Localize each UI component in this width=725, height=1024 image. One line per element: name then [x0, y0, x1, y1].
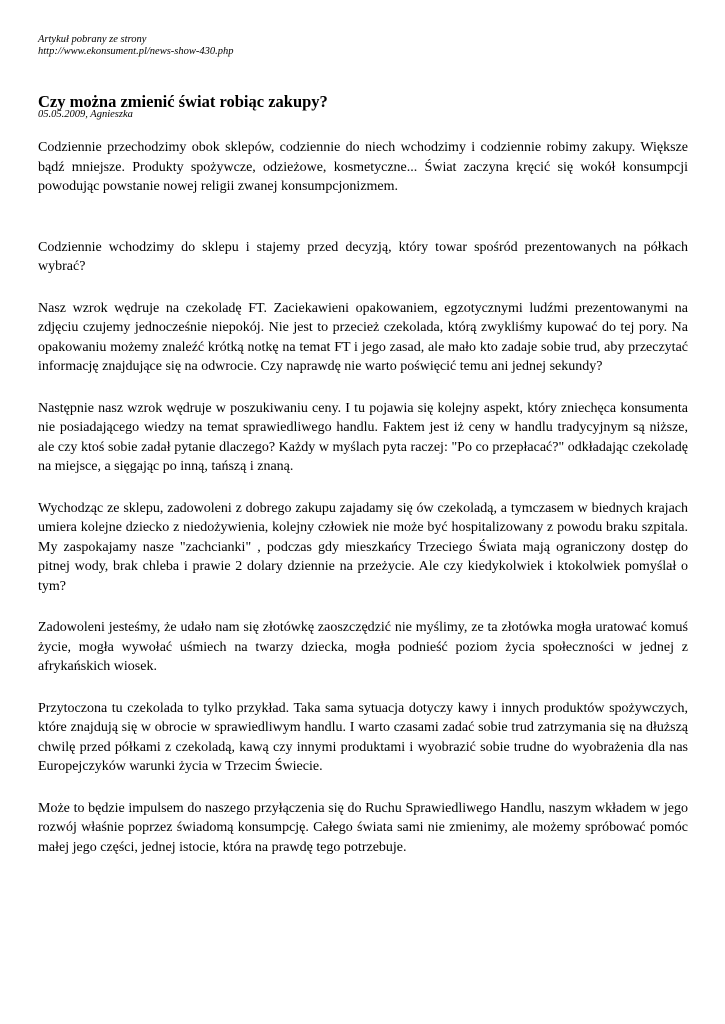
paragraph: Zadowoleni jesteśmy, że udało nam się złotówkę zaoszczędzić nie myślimy, ze ta złotówka mogła uratować komuś życie, mogła wywołać uśmiech na twarzy dziecka, mogła podnieść poziom życia społeczności w jednej z afrykańskich wiosek. — [38, 620, 688, 674]
article-body — [38, 138, 688, 857]
source-header — [38, 34, 688, 58]
article-title: Czy można zmienić świat robiąc zakupy? — [38, 92, 328, 111]
paragraph: Nasz wzrok wędruje na czekoladę FT. Zaciekawieni opakowaniem, egzotycznymi ludźmi prezentowanymi na zdjęciu czujemy jednocześnie niepokój. Nie jest to przecież czekolada, którą zwykliśmy kupować do tej pory. Na opakowaniu możemy znaleźć krótką notkę na temat FT i jego zasad, ale mało kto zadaje sobie trud, aby przeczytać informację znajdujące się na odwrocie. Czy naprawdę nie warto poświęcić temu ani jednej sekundy? — [38, 300, 688, 374]
paragraph: Następnie nasz wzrok wędruje w poszukiwaniu ceny. I tu pojawia się kolejny aspekt, który zniechęca konsumenta nie posiadającego wiedzy na temat sprawiedliwego handlu. Faktem jest iż ceny w handlu tradycyjnym są niższe, ale czy ktoś sobie zadał pytanie dlaczego? Każdy w myślach pyta raczej: "Po co przepłacać?" odkładając czekoladę na miejsce, a sięgając po inną, tańszą i znaną. — [38, 400, 688, 474]
source-label: Artykuł pobrany ze strony — [38, 34, 147, 45]
source-url: http://www.ekonsument.pl/news-show-430.php — [38, 46, 234, 57]
paragraph: Codziennie przechodzimy obok sklepów, codziennie do niech wchodzimy i codziennie robimy zakupy. Większe bądź mniejsze. Produkty spożywcze, odzieżowe, kosmetyczne... Świat zaczyna kręcić się wokół konsumpcji powodując powstanie nowej religii zwanej konsumpcjonizmem. — [38, 140, 688, 194]
paragraph: Przytoczona tu czekolada to tylko przykład. Taka sama sytuacja dotyczy kawy i innych produktów spożywczych, które znajdują się w obrocie w sprawiedliwym handlu. I warto czasami zadać sobie trud zatrzymania się na dłuższą chwilę przed półkami z czekoladą, kawą czy innymi produktami i wyobrazić sobie trudne do wyobrażenia dla nas Europejczyków warunki życia w Trzecim Świecie. — [38, 700, 688, 774]
paragraph: Może to będzie impulsem do naszego przyłączenia się do Ruchu Sprawiedliwego Handlu, naszym wkładem w jego rozwój właśnie poprzez świadomą konsumpcję. Całego świata sami nie zmienimy, ale możemy spróbować pomóc małej jego części, jednej istocie, która na prawdę tego potrzebuje. — [38, 800, 688, 855]
paragraph: Codziennie wchodzimy do sklepu i stajemy przed decyzją, który towar spośród prezentowanych na półkach wybrać? — [38, 239, 688, 274]
article-date-author: 05.05.2009, Agnieszka — [38, 109, 133, 120]
paragraph: Wychodząc ze sklepu, zadowoleni z dobrego zakupu zajadamy się ów czekoladą, a tymczasem w biednych krajach umiera kolejne dziecko z niedożywienia, kolejny człowiek nie może być hospitalizowany z powodu braku szpitala. My zaspokajamy nasze "zachcianki" , podczas gdy mieszkańcy Trzeciego Świata mają ograniczony dostęp do pitnej wody, brak chleba i prawie 2 dolary dziennie na przeżycie. Ale czy kiedykolwiek i ktokolwiek pomyślał o tym? — [38, 500, 688, 594]
document-page — [38, 34, 688, 879]
